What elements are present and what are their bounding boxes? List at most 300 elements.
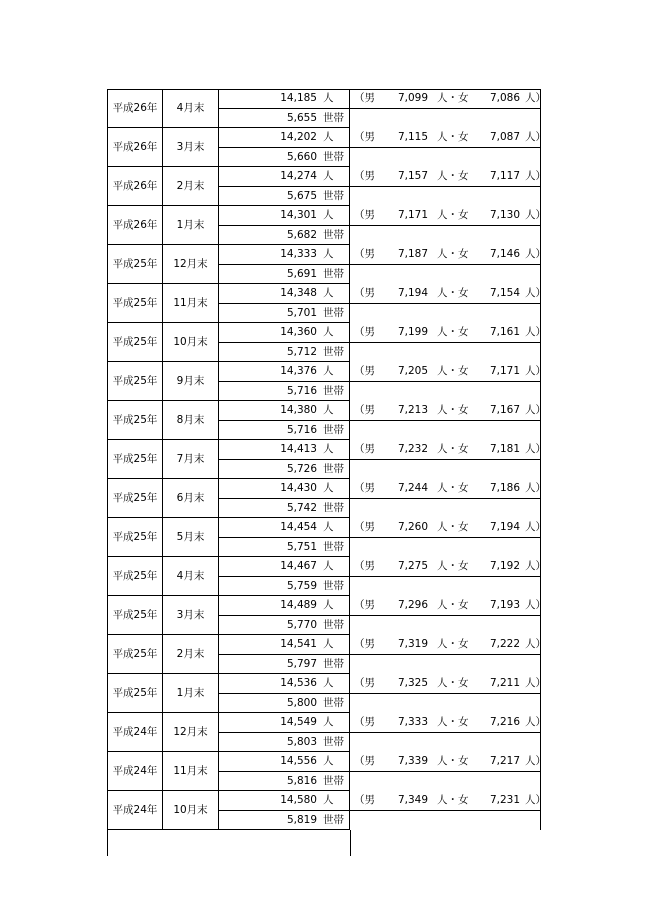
gender-breakdown-cell [350, 401, 546, 421]
gender-breakdown-cell [350, 791, 546, 811]
gender-mid-label: 人・女 [437, 599, 469, 611]
gender-close-label: 人） [525, 209, 546, 221]
female-value: 7,211 [489, 677, 520, 689]
era-year-cell: 平成26年 [107, 128, 162, 167]
month-cell: 4月末 [162, 557, 218, 596]
gender-breakdown-cell [350, 167, 546, 187]
male-value: 7,244 [397, 482, 428, 494]
table-continuation [107, 830, 541, 856]
table-row [107, 596, 546, 635]
gender-close-label: 人） [525, 599, 546, 611]
person-unit: 人 [323, 716, 334, 728]
era-year-cell: 平成25年 [107, 674, 162, 713]
gender-close-label: 人） [525, 170, 546, 182]
households-value: 5,716 [286, 423, 317, 436]
population-cell [218, 206, 350, 226]
month-cell: 12月末 [162, 713, 218, 752]
male-label: （男 [354, 209, 375, 221]
male-value: 7,115 [397, 131, 428, 143]
population-cell [218, 89, 350, 109]
era-year-cell: 平成26年 [107, 206, 162, 245]
gender-mid-label: 人・女 [437, 404, 469, 416]
table-row [107, 791, 546, 830]
person-unit: 人 [323, 170, 334, 182]
male-label: （男 [354, 326, 375, 338]
female-value: 7,087 [489, 131, 520, 143]
person-unit: 人 [323, 599, 334, 611]
female-value: 7,161 [489, 326, 520, 338]
population-value: 14,185 [280, 92, 317, 104]
era-year-cell: 平成25年 [107, 245, 162, 284]
gender-close-label: 人） [525, 560, 546, 572]
household-unit: 世帯 [323, 735, 344, 748]
male-label: （男 [354, 560, 375, 572]
household-unit: 世帯 [323, 813, 344, 826]
male-value: 7,213 [397, 404, 428, 416]
blank-cell [350, 187, 541, 207]
households-value: 5,797 [286, 657, 317, 670]
household-unit: 世帯 [323, 774, 344, 787]
blank-cell [350, 577, 541, 597]
households-cell [218, 304, 350, 324]
person-unit: 人 [323, 404, 334, 416]
gender-breakdown-cell [350, 518, 546, 538]
era-year-cell: 平成25年 [107, 596, 162, 635]
households-cell [218, 538, 350, 558]
blank-cell [350, 733, 541, 753]
households-cell [218, 577, 350, 597]
blank-cell [350, 226, 541, 246]
household-unit: 世帯 [323, 657, 344, 670]
gender-mid-label: 人・女 [437, 638, 469, 650]
male-label: （男 [354, 287, 375, 299]
households-value: 5,726 [286, 462, 317, 475]
population-cell [218, 245, 350, 265]
era-year-cell: 平成25年 [107, 635, 162, 674]
households-cell [218, 382, 350, 402]
era-year-cell: 平成25年 [107, 362, 162, 401]
female-value: 7,086 [489, 92, 520, 104]
blank-cell [350, 460, 541, 480]
gender-close-label: 人） [525, 521, 546, 533]
gender-mid-label: 人・女 [437, 482, 469, 494]
households-value: 5,800 [286, 696, 317, 709]
male-value: 7,319 [397, 638, 428, 650]
era-year-cell: 平成24年 [107, 791, 162, 830]
table-row [107, 518, 546, 557]
era-year-cell: 平成25年 [107, 518, 162, 557]
gender-mid-label: 人・女 [437, 365, 469, 377]
table-row [107, 479, 546, 518]
household-unit: 世帯 [323, 501, 344, 514]
right-border [350, 830, 351, 856]
population-value: 14,333 [280, 248, 317, 260]
month-cell: 3月末 [162, 596, 218, 635]
gender-mid-label: 人・女 [437, 131, 469, 143]
household-unit: 世帯 [323, 150, 344, 163]
households-value: 5,716 [286, 384, 317, 397]
male-label: （男 [354, 482, 375, 494]
male-value: 7,325 [397, 677, 428, 689]
male-value: 7,199 [397, 326, 428, 338]
female-value: 7,217 [489, 755, 520, 767]
population-value: 14,380 [280, 404, 317, 416]
era-year-cell: 平成25年 [107, 557, 162, 596]
table-row [107, 89, 546, 128]
households-cell [218, 772, 350, 792]
male-label: （男 [354, 599, 375, 611]
male-value: 7,194 [397, 287, 428, 299]
female-value: 7,167 [489, 404, 520, 416]
era-year-cell: 平成25年 [107, 323, 162, 362]
era-year-cell: 平成24年 [107, 752, 162, 791]
population-value: 14,541 [280, 638, 317, 650]
households-cell [218, 460, 350, 480]
households-value: 5,816 [286, 774, 317, 787]
population-value: 14,467 [280, 560, 317, 572]
households-cell [218, 733, 350, 753]
gender-close-label: 人） [525, 443, 546, 455]
population-cell [218, 674, 350, 694]
household-unit: 世帯 [323, 306, 344, 319]
male-value: 7,349 [397, 794, 428, 806]
gender-breakdown-cell [350, 752, 546, 772]
households-value: 5,803 [286, 735, 317, 748]
gender-mid-label: 人・女 [437, 248, 469, 260]
household-unit: 世帯 [323, 384, 344, 397]
blank-cell [350, 616, 541, 636]
table-row [107, 713, 546, 752]
era-year-cell: 平成25年 [107, 479, 162, 518]
gender-breakdown-cell [350, 362, 546, 382]
person-unit: 人 [323, 443, 334, 455]
gender-close-label: 人） [525, 482, 546, 494]
population-cell [218, 791, 350, 811]
household-unit: 世帯 [323, 579, 344, 592]
population-cell [218, 713, 350, 733]
blank-cell [350, 421, 541, 441]
female-value: 7,181 [489, 443, 520, 455]
population-value: 14,202 [280, 131, 317, 143]
population-value: 14,430 [280, 482, 317, 494]
population-cell [218, 752, 350, 772]
households-value: 5,759 [286, 579, 317, 592]
month-cell: 7月末 [162, 440, 218, 479]
male-value: 7,157 [397, 170, 428, 182]
household-unit: 世帯 [323, 189, 344, 202]
table-row [107, 752, 546, 791]
gender-mid-label: 人・女 [437, 794, 469, 806]
male-label: （男 [354, 677, 375, 689]
households-cell [218, 343, 350, 363]
table-row [107, 206, 546, 245]
gender-mid-label: 人・女 [437, 677, 469, 689]
male-label: （男 [354, 131, 375, 143]
households-cell [218, 616, 350, 636]
blank-cell [350, 343, 541, 363]
gender-breakdown-cell [350, 245, 546, 265]
gender-breakdown-cell [350, 128, 546, 148]
households-value: 5,712 [286, 345, 317, 358]
person-unit: 人 [323, 521, 334, 533]
gender-breakdown-cell [350, 557, 546, 577]
households-value: 5,675 [286, 189, 317, 202]
gender-breakdown-cell [350, 596, 546, 616]
gender-close-label: 人） [525, 287, 546, 299]
male-value: 7,205 [397, 365, 428, 377]
households-value: 5,701 [286, 306, 317, 319]
population-cell [218, 518, 350, 538]
blank-cell [350, 655, 541, 675]
households-cell [218, 187, 350, 207]
population-cell [218, 440, 350, 460]
gender-close-label: 人） [525, 131, 546, 143]
households-value: 5,819 [286, 813, 317, 826]
male-label: （男 [354, 521, 375, 533]
population-value: 14,413 [280, 443, 317, 455]
population-cell [218, 557, 350, 577]
person-unit: 人 [323, 560, 334, 572]
era-year-cell: 平成25年 [107, 440, 162, 479]
blank-cell [350, 304, 541, 324]
era-year-cell: 平成25年 [107, 284, 162, 323]
households-value: 5,691 [286, 267, 317, 280]
blank-cell [350, 265, 541, 285]
era-year-cell: 平成26年 [107, 167, 162, 206]
month-cell: 8月末 [162, 401, 218, 440]
person-unit: 人 [323, 755, 334, 767]
gender-mid-label: 人・女 [437, 443, 469, 455]
population-cell [218, 362, 350, 382]
gender-mid-label: 人・女 [437, 170, 469, 182]
female-value: 7,193 [489, 599, 520, 611]
person-unit: 人 [323, 794, 334, 806]
blank-cell [350, 694, 541, 714]
gender-mid-label: 人・女 [437, 755, 469, 767]
female-value: 7,231 [489, 794, 520, 806]
household-unit: 世帯 [323, 228, 344, 241]
month-cell: 12月末 [162, 245, 218, 284]
households-cell [218, 499, 350, 519]
male-label: （男 [354, 716, 375, 728]
female-value: 7,146 [489, 248, 520, 260]
table-row [107, 128, 546, 167]
population-value: 14,360 [280, 326, 317, 338]
table-row [107, 362, 546, 401]
gender-mid-label: 人・女 [437, 92, 469, 104]
population-value: 14,556 [280, 755, 317, 767]
households-value: 5,655 [286, 111, 317, 124]
person-unit: 人 [323, 131, 334, 143]
person-unit: 人 [323, 209, 334, 221]
gender-breakdown-cell [350, 323, 546, 343]
month-cell: 2月末 [162, 635, 218, 674]
households-cell [218, 109, 350, 129]
female-value: 7,117 [489, 170, 520, 182]
households-cell [218, 655, 350, 675]
era-year-cell: 平成26年 [107, 89, 162, 128]
gender-mid-label: 人・女 [437, 560, 469, 572]
blank-cell [350, 499, 541, 519]
population-value: 14,580 [280, 794, 317, 806]
table-row [107, 245, 546, 284]
table-row [107, 674, 546, 713]
person-unit: 人 [323, 326, 334, 338]
month-cell: 11月末 [162, 284, 218, 323]
household-unit: 世帯 [323, 345, 344, 358]
person-unit: 人 [323, 248, 334, 260]
household-unit: 世帯 [323, 267, 344, 280]
gender-breakdown-cell [350, 206, 546, 226]
gender-close-label: 人） [525, 326, 546, 338]
gender-close-label: 人） [525, 677, 546, 689]
population-value: 14,376 [280, 365, 317, 377]
male-value: 7,171 [397, 209, 428, 221]
male-label: （男 [354, 794, 375, 806]
person-unit: 人 [323, 365, 334, 377]
population-cell [218, 284, 350, 304]
female-value: 7,186 [489, 482, 520, 494]
gender-close-label: 人） [525, 638, 546, 650]
table-row [107, 401, 546, 440]
month-cell: 10月末 [162, 791, 218, 830]
gender-breakdown-cell [350, 674, 546, 694]
male-label: （男 [354, 404, 375, 416]
gender-breakdown-cell [350, 635, 546, 655]
households-cell [218, 811, 350, 831]
households-cell [218, 694, 350, 714]
population-value: 14,536 [280, 677, 317, 689]
person-unit: 人 [323, 287, 334, 299]
gender-mid-label: 人・女 [437, 716, 469, 728]
male-value: 7,275 [397, 560, 428, 572]
female-value: 7,130 [489, 209, 520, 221]
person-unit: 人 [323, 92, 334, 104]
gender-mid-label: 人・女 [437, 209, 469, 221]
gender-breakdown-cell [350, 713, 546, 733]
era-year-cell: 平成24年 [107, 713, 162, 752]
male-value: 7,187 [397, 248, 428, 260]
month-cell: 3月末 [162, 128, 218, 167]
table-row [107, 323, 546, 362]
month-cell: 4月末 [162, 89, 218, 128]
female-value: 7,222 [489, 638, 520, 650]
male-label: （男 [354, 92, 375, 104]
male-label: （男 [354, 365, 375, 377]
gender-breakdown-cell [350, 284, 546, 304]
gender-close-label: 人） [525, 794, 546, 806]
male-value: 7,260 [397, 521, 428, 533]
gender-mid-label: 人・女 [437, 326, 469, 338]
female-value: 7,171 [489, 365, 520, 377]
male-value: 7,339 [397, 755, 428, 767]
person-unit: 人 [323, 482, 334, 494]
households-value: 5,751 [286, 540, 317, 553]
households-cell [218, 148, 350, 168]
table-row [107, 167, 546, 206]
household-unit: 世帯 [323, 618, 344, 631]
left-border [107, 830, 108, 856]
table-row [107, 557, 546, 596]
household-unit: 世帯 [323, 111, 344, 124]
blank-cell [350, 109, 541, 129]
households-value: 5,682 [286, 228, 317, 241]
blank-cell [350, 772, 541, 792]
population-cell [218, 323, 350, 343]
female-value: 7,192 [489, 560, 520, 572]
gender-breakdown-cell [350, 479, 546, 499]
month-cell: 9月末 [162, 362, 218, 401]
household-unit: 世帯 [323, 462, 344, 475]
month-cell: 6月末 [162, 479, 218, 518]
table-row [107, 440, 546, 479]
male-label: （男 [354, 443, 375, 455]
population-cell [218, 401, 350, 421]
month-cell: 1月末 [162, 206, 218, 245]
male-value: 7,296 [397, 599, 428, 611]
gender-close-label: 人） [525, 92, 546, 104]
month-cell: 5月末 [162, 518, 218, 557]
households-cell [218, 265, 350, 285]
male-value: 7,099 [397, 92, 428, 104]
population-value: 14,348 [280, 287, 317, 299]
person-unit: 人 [323, 638, 334, 650]
month-cell: 2月末 [162, 167, 218, 206]
population-value: 14,301 [280, 209, 317, 221]
gender-close-label: 人） [525, 716, 546, 728]
population-cell [218, 479, 350, 499]
population-value: 14,454 [280, 521, 317, 533]
gender-close-label: 人） [525, 404, 546, 416]
population-value: 14,489 [280, 599, 317, 611]
male-label: （男 [354, 755, 375, 767]
gender-mid-label: 人・女 [437, 521, 469, 533]
male-label: （男 [354, 248, 375, 260]
gender-close-label: 人） [525, 248, 546, 260]
month-cell: 11月末 [162, 752, 218, 791]
household-unit: 世帯 [323, 540, 344, 553]
era-year-cell: 平成25年 [107, 401, 162, 440]
population-value: 14,274 [280, 170, 317, 182]
household-unit: 世帯 [323, 696, 344, 709]
blank-cell [350, 538, 541, 558]
population-cell [218, 635, 350, 655]
female-value: 7,154 [489, 287, 520, 299]
population-cell [218, 596, 350, 616]
gender-breakdown-cell [350, 440, 546, 460]
male-value: 7,333 [397, 716, 428, 728]
households-value: 5,660 [286, 150, 317, 163]
table-row [107, 635, 546, 674]
gender-close-label: 人） [525, 365, 546, 377]
households-cell [218, 421, 350, 441]
blank-cell [350, 148, 541, 168]
households-value: 5,742 [286, 501, 317, 514]
male-label: （男 [354, 638, 375, 650]
population-value: 14,549 [280, 716, 317, 728]
female-value: 7,216 [489, 716, 520, 728]
households-cell [218, 226, 350, 246]
blank-cell [350, 382, 541, 402]
household-unit: 世帯 [323, 423, 344, 436]
population-cell [218, 128, 350, 148]
month-cell: 10月末 [162, 323, 218, 362]
households-value: 5,770 [286, 618, 317, 631]
gender-mid-label: 人・女 [437, 287, 469, 299]
population-cell [218, 167, 350, 187]
gender-breakdown-cell [350, 89, 546, 109]
month-cell: 1月末 [162, 674, 218, 713]
